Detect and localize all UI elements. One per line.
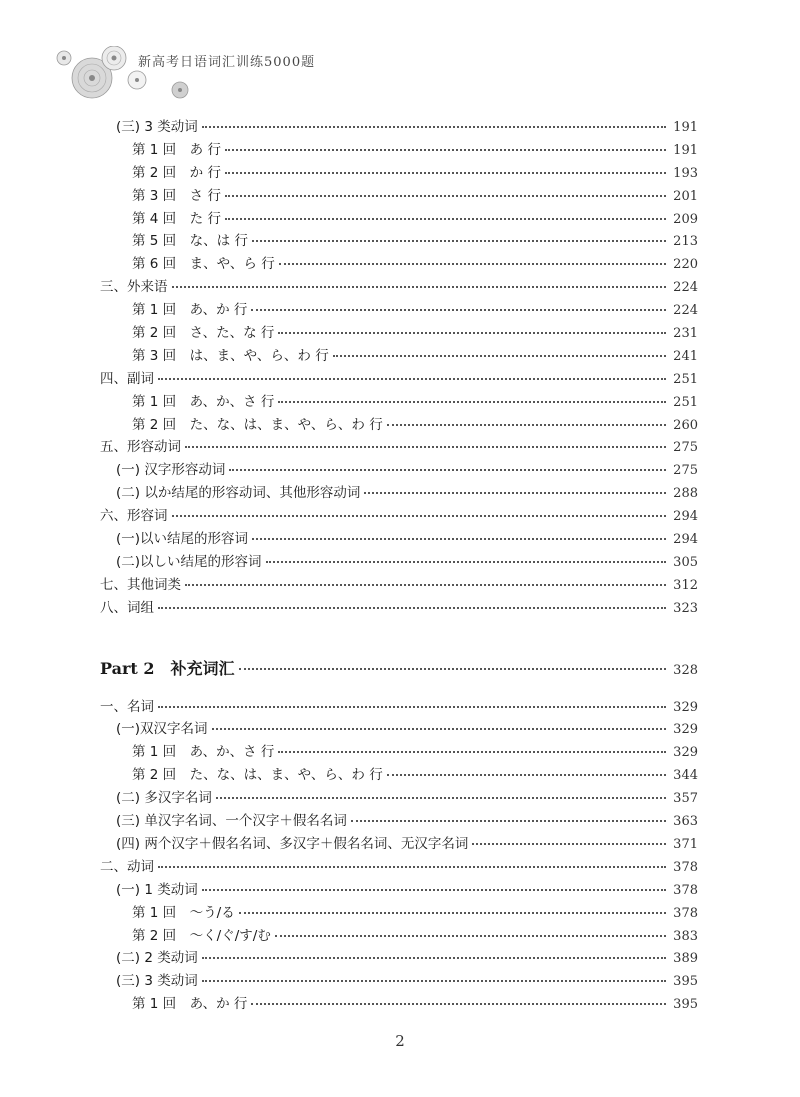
toc-entry-page: 378 [673,859,698,875]
dot-leader [225,218,666,220]
toc-entry[interactable] [100,528,698,551]
dot-leader [251,1003,666,1005]
toc-entry[interactable] [100,696,698,719]
toc-part-heading[interactable] [100,656,698,682]
toc-entry[interactable] [100,276,698,299]
toc-entry[interactable] [100,574,698,597]
dot-leader [225,172,666,174]
toc-entry[interactable] [100,993,698,1016]
toc-entry-label: (二) 2 类动词 [116,950,198,967]
dot-leader [387,774,666,776]
toc-entry-page: 357 [673,791,698,807]
toc-entry[interactable] [100,253,698,276]
toc-entry-label: 二、动词 [100,858,154,875]
toc-entry-page: 275 [673,463,698,479]
toc-entry[interactable] [100,764,698,787]
toc-entry[interactable] [100,162,698,185]
toc-entry-page: 201 [673,188,698,204]
toc-section-2 [100,696,698,1016]
toc-entry-page: 305 [673,554,698,570]
toc-entry-page: 251 [673,394,698,410]
toc-entry-page: 395 [673,997,698,1013]
toc-entry-label: 第 4 回 た 行 [132,210,221,227]
dot-leader [185,584,666,586]
toc-entry-page: 363 [673,814,698,830]
toc-entry[interactable] [100,299,698,322]
toc-entry-page: 191 [673,142,698,158]
toc-entry[interactable] [100,856,698,879]
toc-entry-page: 344 [673,768,698,784]
toc-entry-page: 329 [673,699,698,715]
toc-entry[interactable] [100,718,698,741]
dot-leader [202,957,666,959]
toc-entry-page: 251 [673,371,698,387]
toc-entry-page: 224 [673,280,698,296]
toc-entry-label: 一、名词 [100,698,154,715]
toc-entry-label: (二) 以か结尾的形容动词、其他形容动词 [116,485,361,502]
toc-entry[interactable] [100,185,698,208]
toc-entry-label: (三) 3 类动词 [116,119,198,135]
toc-entry-label: 四、副词 [100,370,154,387]
toc-entry-page: 209 [673,211,698,227]
toc-entry-page: 241 [673,348,698,364]
toc-entry[interactable] [100,208,698,231]
toc-entry[interactable] [100,505,698,528]
dot-leader [202,889,666,891]
toc-entry[interactable] [100,414,698,437]
toc-entry-label: 第 1 回 あ、か 行 [132,302,248,319]
toc-entry-label: 第 2 回 か 行 [132,164,221,181]
toc-entry-label: 第 1 回 あ、か 行 [132,996,248,1013]
toc-entry-label: 七、其他词类 [100,576,181,593]
dot-leader [364,492,666,494]
dot-leader [158,378,666,380]
toc-entry-label: (三) 单汉字名词、一个汉字＋假名名词 [116,813,347,830]
toc-entry[interactable] [100,345,698,368]
toc-entry-page: 329 [673,745,698,761]
toc-entry-page: 378 [673,882,698,898]
dot-leader [212,728,666,730]
toc-entry[interactable] [100,810,698,833]
toc-entry-label: 第 1 回 あ 行 [132,141,221,158]
toc-entry-label: 第 6 回 ま、や、ら 行 [132,256,275,273]
toc-entry[interactable] [100,902,698,925]
toc-entry[interactable] [100,970,698,993]
toc-entry-label: 第 2 回 ～く/ぐ/す/む [132,927,271,944]
toc-entry[interactable] [100,459,698,482]
toc-entry[interactable] [100,947,698,970]
toc-entry[interactable] [100,741,698,764]
dot-leader [278,332,666,334]
toc-entry-label: 第 2 回 さ、た、な 行 [132,325,275,342]
dot-leader [278,401,666,403]
dot-leader [229,469,666,471]
dot-leader [172,286,667,288]
toc-section-1 [100,116,698,620]
toc-entry[interactable] [100,833,698,856]
dot-leader [278,751,666,753]
toc-entry-label: 五、形容动词 [100,439,181,456]
toc-entry-label: 第 1 回 ～う/る [132,904,235,921]
dot-leader [239,668,667,670]
dot-leader [266,561,666,563]
toc-entry-page: 191 [673,120,698,135]
toc-entry-page: 378 [673,905,698,921]
toc-entry[interactable] [100,322,698,345]
toc-entry-label: 第 3 回 は、ま、や、ら、わ 行 [132,347,329,364]
toc-entry[interactable] [100,551,698,574]
table-of-contents [100,116,698,1016]
toc-entry-page: 371 [673,836,698,852]
dot-leader [387,424,666,426]
toc-entry-page: 288 [673,486,698,502]
part-label: Part 2 补充词汇 [100,658,235,678]
dot-leader [202,126,666,128]
toc-entry-label: 第 1 回 あ、か、さ 行 [132,393,275,410]
dot-leader [172,515,667,517]
toc-entry-label: (一) 汉字形容动词 [116,462,226,479]
toc-entry-page: 294 [673,509,698,525]
toc-entry-page: 395 [673,974,698,990]
toc-entry-page: 329 [673,722,698,738]
dot-leader [158,866,666,868]
toc-entry-label: 第 2 回 た、な、は、ま、や、ら、わ 行 [132,416,383,433]
toc-entry-label: (一)以い结尾的形容词 [116,531,249,548]
dot-leader [239,912,666,914]
toc-entry-page: 275 [673,440,698,456]
toc-entry-label: 第 5 回 な、は 行 [132,233,248,250]
toc-entry[interactable] [100,787,698,810]
dot-leader [252,538,666,540]
dot-leader [333,355,666,357]
dot-leader [252,240,666,242]
toc-entry[interactable] [100,116,698,139]
dot-leader [185,446,666,448]
dot-leader [216,797,666,799]
page-number: 2 [395,1032,405,1050]
toc-entry-page: 193 [673,165,698,181]
toc-entry-label: 第 1 回 あ、か、さ 行 [132,744,275,761]
toc-entry[interactable] [100,139,698,162]
toc-entry-page: 220 [673,257,698,273]
dot-leader [158,706,666,708]
dot-leader [202,980,666,982]
dot-leader [351,820,666,822]
running-header-title: 新高考日语词汇训练5000题 [138,55,316,70]
toc-entry-page: 383 [673,928,698,944]
toc-entry-page: 224 [673,303,698,319]
toc-entry-page: 323 [673,600,698,616]
toc-entry-page: 260 [673,417,698,433]
toc-entry-label: (二) 多汉字名词 [116,790,212,807]
dot-leader [279,263,666,265]
toc-entry-label: 第 3 回 さ 行 [132,187,221,204]
dot-leader [158,607,666,609]
dot-leader [225,149,666,151]
toc-entry[interactable] [100,879,698,902]
toc-entry-label: (一)双汉字名词 [116,721,208,738]
toc-entry[interactable] [100,925,698,948]
toc-entry-label: 六、形容词 [100,508,168,525]
toc-entry-label: (三) 3 类动词 [116,973,198,990]
toc-entry-page: 312 [673,577,698,593]
toc-entry[interactable] [100,436,698,459]
toc-entry-label: 八、词组 [100,599,154,616]
toc-entry-page: 213 [673,234,698,250]
part-page-number: 328 [673,662,698,678]
toc-entry-label: 三、外来语 [100,279,168,296]
toc-entry[interactable] [100,368,698,391]
toc-entry-label: (二)以しい结尾的形容词 [116,553,262,570]
dot-leader [251,309,666,311]
toc-entry[interactable] [100,230,698,253]
dot-leader [275,935,666,937]
toc-entry-label: (四) 两个汉字＋假名名词、多汉字＋假名名词、无汉字名词 [116,835,469,852]
toc-entry[interactable] [100,482,698,505]
toc-entry-label: 第 2 回 た、な、は、ま、や、ら、わ 行 [132,767,383,784]
dot-leader [472,843,666,845]
toc-entry-page: 389 [673,951,698,967]
toc-entry-page: 294 [673,532,698,548]
dot-leader [225,195,666,197]
toc-entry-label: (一) 1 类动词 [116,881,198,898]
toc-entry-page: 231 [673,326,698,342]
toc-entry[interactable] [100,597,698,620]
toc-entry[interactable] [100,391,698,414]
